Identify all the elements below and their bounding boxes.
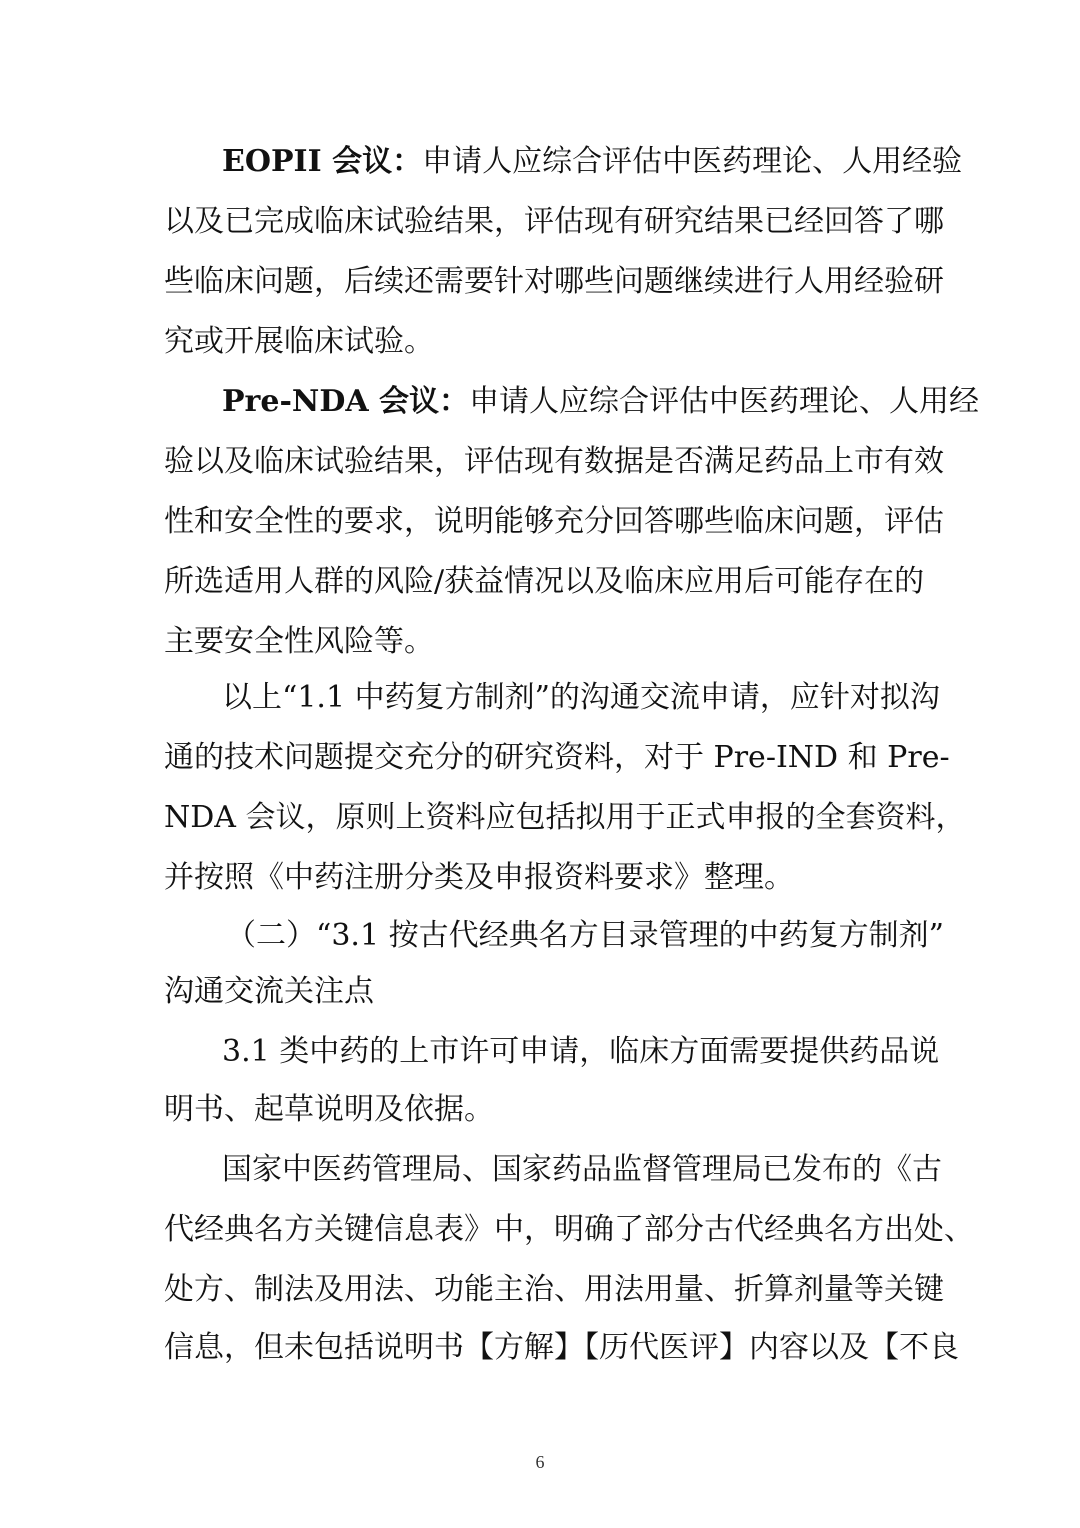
eopii-heading: EOPII 会议：: [222, 144, 423, 179]
classic-formula-paragraph-line-4: 信息，但未包括说明书【方解】【历代医评】内容以及【不良: [164, 1330, 959, 1365]
submission-paragraph-line-2: 通的技术问题提交充分的研究资料，对于 Pre-IND 和 Pre-: [164, 740, 950, 775]
pre-nda-paragraph-line-5: 主要安全性风险等。: [164, 624, 434, 659]
submission-paragraph-line-3: NDA 会议，原则上资料应包括拟用于正式申报的全套资料，: [164, 800, 966, 835]
section-heading-line-2: 沟通交流关注点: [164, 974, 374, 1009]
classic-formula-paragraph-line-2: 代经典名方关键信息表》中，明确了部分古代经典名方出处、: [164, 1212, 974, 1247]
eopii-paragraph-line-1: [222, 132, 963, 192]
pre-nda-text-1: 申请人应综合评估中医药理论、人用经: [469, 384, 980, 419]
eopii-text-1: 申请人应综合评估中医药理论、人用经验: [422, 144, 963, 179]
pre-nda-paragraph-line-2: 验以及临床试验结果，评估现有数据是否满足药品上市有效: [164, 444, 944, 479]
class-3-1-paragraph-line-2: 明书、起草说明及依据。: [164, 1092, 494, 1127]
eopii-paragraph-line-3: 些临床问题，后续还需要针对哪些问题继续进行人用经验研: [164, 264, 944, 299]
pre-nda-paragraph-line-4: 所选适用人群的风险/获益情况以及临床应用后可能存在的: [164, 564, 925, 599]
pre-nda-paragraph-line-1: [222, 372, 980, 432]
submission-paragraph-line-1: 以上“1.1 中药复方制剂”的沟通交流申请，应针对拟沟: [222, 680, 940, 715]
eopii-paragraph-line-4: 究或开展临床试验。: [164, 324, 434, 359]
pre-nda-heading: Pre-NDA 会议：: [222, 384, 470, 419]
classic-formula-paragraph-line-1: 国家中医药管理局、国家药品监督管理局已发布的《古: [222, 1152, 942, 1187]
page-number: 6: [535, 1452, 545, 1472]
section-heading-line-1: （二）“3.1 按古代经典名方目录管理的中药复方制剂”: [226, 918, 944, 953]
pre-nda-paragraph-line-3: 性和安全性的要求，说明能够充分回答哪些临床问题，评估: [164, 504, 944, 539]
submission-paragraph-line-4: 并按照《中药注册分类及申报资料要求》整理。: [164, 860, 794, 895]
eopii-paragraph-line-2: 以及已完成临床试验结果，评估现有研究结果已经回答了哪: [164, 204, 944, 239]
class-3-1-paragraph-line-1: 3.1 类中药的上市许可申请，临床方面需要提供药品说: [222, 1034, 940, 1069]
classic-formula-paragraph-line-3: 处方、制法及用法、功能主治、用法用量、折算剂量等关键: [164, 1272, 944, 1307]
